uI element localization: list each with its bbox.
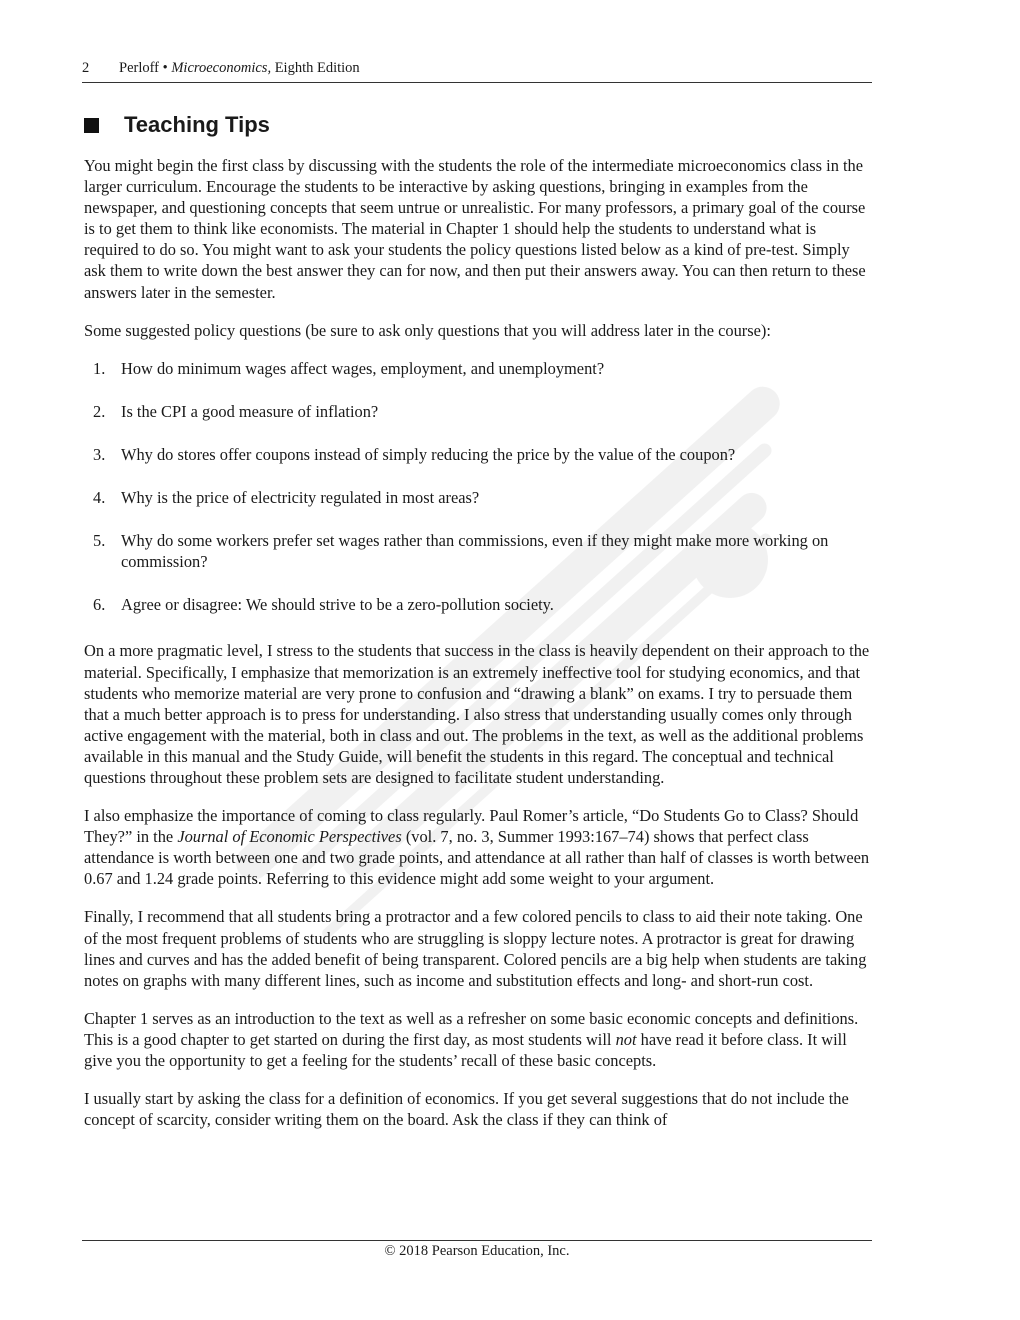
emphasis-not: not: [615, 1029, 637, 1049]
question-number: 5.: [93, 531, 106, 551]
list-item: [84, 530, 874, 572]
question-number: 6.: [93, 595, 106, 615]
list-item: [84, 487, 874, 508]
paragraph-attendance: [84, 805, 874, 889]
list-item: [84, 358, 874, 379]
main-content: [84, 155, 874, 1147]
question-number: 4.: [93, 488, 106, 508]
section-heading: [84, 112, 270, 138]
copyright-text: © 2018 Pearson Education, Inc.: [384, 1243, 570, 1259]
header-book-title: Microeconomics,: [171, 60, 272, 76]
list-item: [84, 594, 874, 615]
list-item: [84, 444, 874, 465]
question-text: Agree or disagree: We should strive to be a zero-pollution society.: [121, 595, 554, 615]
attendance-text-b: (vol. 7, no. 3, Summer 1993:167–74) shows that perfect class attendance is worth between one and two grade points, and attendance at all rather than half of classes is worth between 0.67 and 1.24 grade points. Referring to this evidence might add some weight to your argument.: [84, 827, 870, 889]
question-text: Why do some workers prefer set wages rather than commissions, even if they might make more working on commission?: [121, 531, 829, 572]
question-number: 3.: [93, 444, 106, 464]
attendance-text-a: I also emphasize the importance of coming to class regularly. Paul Romer’s article, “Do Students Go to Class? Should They?” in the: [84, 806, 859, 847]
chapter1-text-a: Chapter 1 serves as an introduction to the text as well as a refresher on some basic economic concepts and definitions. This is a good chapter to get started on during the first day, as most students will: [84, 1008, 859, 1049]
question-number: 2.: [93, 401, 106, 421]
paragraph-intro: You might begin the first class by discussing with the students the role of the intermediate microeconomics class in the larger curriculum. Encourage the students to be interactive by asking questions, bringing in examples from the newspaper, and questioning concepts that seem untrue or unrealistic. For many professors, a primary goal of the course is to get them to think like economists. The material in Chapter 1 should help the students to understand what is required to do so. You might want to ask your students the policy questions listed below as a kind of pre-test. Simply ask them to write down the best answer they can for now, and then put their answers away. You can then return to these answers later in the semester.: [84, 156, 866, 302]
header-edition: Eighth Edition: [274, 60, 360, 76]
paragraph-chapter1: [84, 1008, 874, 1071]
question-text: Why do stores offer coupons instead of simply reducing the price by the value of the coupon?: [121, 444, 736, 464]
question-text: How do minimum wages affect wages, employment, and unemployment?: [121, 358, 605, 378]
header-author: Perloff •: [119, 60, 168, 76]
page-number: 2: [82, 60, 90, 76]
question-text: Is the CPI a good measure of inflation?: [121, 401, 379, 421]
paragraph-pragmatic: On a more pragmatic level, I stress to the students that success in the class is heavily dependent on their approach to the material. Specifically, I emphasize that memorization is an extremely ineffective tool for studying economics, and that students who memorize material are very prone to confusion and “drawing a blank” on exams. I try to persuade them that a much better approach is to press for understanding. I also stress that understanding usually comes only through active engagement with the material, both in class and out. The problems in the text, as well as the additional problems available in this manual and the Study Guide, will benefit the students in this regard. The conceptual and technical questions throughout these problem sets are designed to facilitate student understanding.: [84, 641, 870, 787]
paragraph-policy-intro: Some suggested policy questions (be sure to ask only questions that you will address later in the course):: [84, 320, 771, 340]
square-bullet-icon: [84, 118, 99, 133]
policy-questions-list: [84, 358, 874, 616]
chapter1-text-b: have read it before class. It will give you the opportunity to get a feeling for the students’ recall of these basic concepts.: [84, 1029, 847, 1070]
paragraph-supplies: Finally, I recommend that all students bring a protractor and a few colored pencils to class to aid their note taking. One of the most frequent problems of students who are struggling is sloppy lecture notes. A protractor is great for drawing lines and curves and has the added benefit of being transparent. Colored pencils are a big help when students are taking notes on graphs with many different lines, such as income and substitution effects and long- and short-run cost.: [84, 907, 867, 990]
page-footer: [82, 1240, 872, 1260]
paragraph-definition: I usually start by asking the class for a definition of economics. If you get several suggestions that do not include the concept of scarcity, consider writing them on the board. Ask the class if they can think of: [84, 1089, 849, 1130]
question-number: 1.: [93, 358, 106, 378]
running-header: [82, 60, 872, 83]
journal-title: Journal of Economic Perspectives: [177, 827, 402, 847]
question-text: Why is the price of electricity regulated in most areas?: [121, 488, 480, 508]
section-title: Teaching Tips: [124, 112, 270, 137]
header-text: [119, 60, 360, 77]
list-item: [84, 401, 874, 422]
